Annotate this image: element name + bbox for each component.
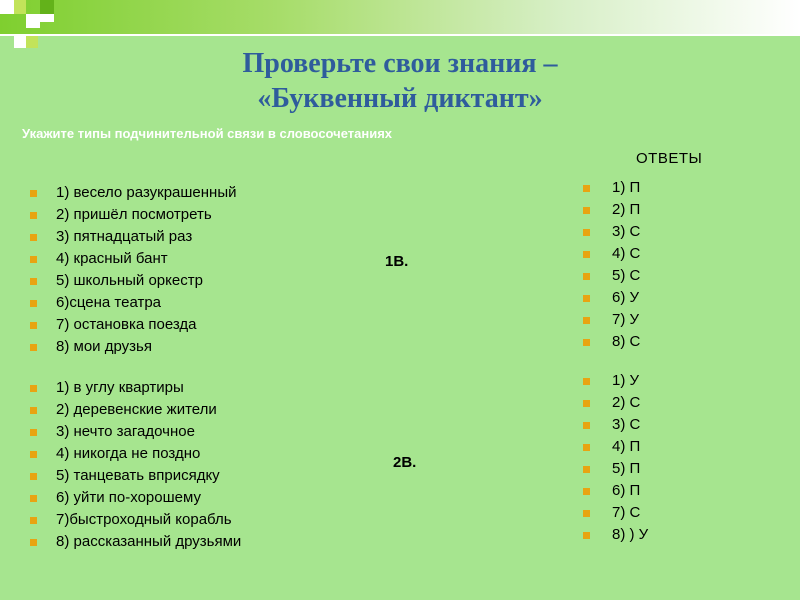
square-bullet-icon — [583, 532, 590, 539]
list-item: 2) деревенские жители — [30, 399, 241, 421]
square-bullet-icon — [30, 234, 37, 241]
square-bullet-icon — [30, 300, 37, 307]
list-item: 2) П — [583, 199, 640, 221]
list-item: 1) весело разукрашенный — [30, 182, 237, 204]
top-decorative-band — [0, 0, 800, 34]
list-item: 7) У — [583, 309, 640, 331]
square-bullet-icon — [583, 229, 590, 236]
square-bullet-icon — [583, 185, 590, 192]
list-item: 3) С — [583, 221, 640, 243]
title-line-1: Проверьте свои знания – — [242, 48, 558, 79]
decor-square — [40, 0, 54, 14]
variant2-phrase-list — [30, 377, 241, 553]
list-item: 5) П — [583, 458, 648, 480]
answers-header: ОТВЕТЫ — [636, 150, 703, 167]
task-instruction: Укажите типы подчинительной связи в словосочетаниях — [22, 126, 393, 141]
square-bullet-icon — [583, 510, 590, 517]
list-item: 7)быстроходный корабль — [30, 509, 241, 531]
decor-square — [14, 0, 26, 14]
list-item: 5) танцевать вприсядку — [30, 465, 241, 487]
slide-title — [140, 46, 660, 116]
list-item: 7) остановка поезда — [30, 314, 237, 336]
square-bullet-icon — [30, 539, 37, 546]
list-item: 8) ) У — [583, 524, 648, 546]
decor-square — [0, 0, 14, 14]
list-item: 6) уйти по-хорошему — [30, 487, 241, 509]
square-bullet-icon — [30, 322, 37, 329]
list-item: 1) в углу квартиры — [30, 377, 241, 399]
list-item: 3) пятнадцатый раз — [30, 226, 237, 248]
list-item: 6) П — [583, 480, 648, 502]
list-item: 6)сцена театра — [30, 292, 237, 314]
top-divider-line — [0, 34, 800, 36]
decor-square — [26, 36, 38, 48]
square-bullet-icon — [30, 278, 37, 285]
list-item: 2) пришёл посмотреть — [30, 204, 237, 226]
square-bullet-icon — [583, 295, 590, 302]
list-item: 5) С — [583, 265, 640, 287]
variant2-answer-list — [583, 370, 648, 546]
square-bullet-icon — [30, 407, 37, 414]
variant2-label: 2В. — [393, 454, 417, 471]
square-bullet-icon — [583, 378, 590, 385]
square-bullet-icon — [30, 517, 37, 524]
square-bullet-icon — [30, 451, 37, 458]
square-bullet-icon — [583, 273, 590, 280]
square-bullet-icon — [30, 256, 37, 263]
square-bullet-icon — [30, 495, 37, 502]
square-bullet-icon — [583, 317, 590, 324]
square-bullet-icon — [30, 212, 37, 219]
list-item: 2) С — [583, 392, 648, 414]
list-item: 4) П — [583, 436, 648, 458]
decor-square — [14, 36, 26, 48]
list-item: 5) школьный оркестр — [30, 270, 237, 292]
square-bullet-icon — [583, 422, 590, 429]
square-bullet-icon — [30, 190, 37, 197]
square-bullet-icon — [583, 466, 590, 473]
list-item: 1) У — [583, 370, 648, 392]
variant1-phrase-list — [30, 182, 237, 358]
title-line-2: «Буквенный диктант» — [257, 83, 543, 114]
list-item: 4) С — [583, 243, 640, 265]
list-item: 7) С — [583, 502, 648, 524]
list-item: 8) рассказанный друзьями — [30, 531, 241, 553]
variant1-label: 1В. — [385, 253, 409, 270]
list-item: 8) С — [583, 331, 640, 353]
square-bullet-icon — [583, 400, 590, 407]
square-bullet-icon — [30, 429, 37, 436]
square-bullet-icon — [583, 207, 590, 214]
list-item: 4) никогда не поздно — [30, 443, 241, 465]
variant1-answer-list — [583, 177, 640, 353]
square-bullet-icon — [30, 385, 37, 392]
list-item: 1) П — [583, 177, 640, 199]
square-bullet-icon — [583, 339, 590, 346]
list-item: 6) У — [583, 287, 640, 309]
square-bullet-icon — [30, 473, 37, 480]
decor-square — [40, 14, 54, 22]
list-item: 4) красный бант — [30, 248, 237, 270]
list-item: 3) С — [583, 414, 648, 436]
decor-square — [26, 14, 40, 28]
list-item: 3) нечто загадочное — [30, 421, 241, 443]
square-bullet-icon — [583, 444, 590, 451]
list-item: 8) мои друзья — [30, 336, 237, 358]
square-bullet-icon — [30, 344, 37, 351]
square-bullet-icon — [583, 251, 590, 258]
square-bullet-icon — [583, 488, 590, 495]
